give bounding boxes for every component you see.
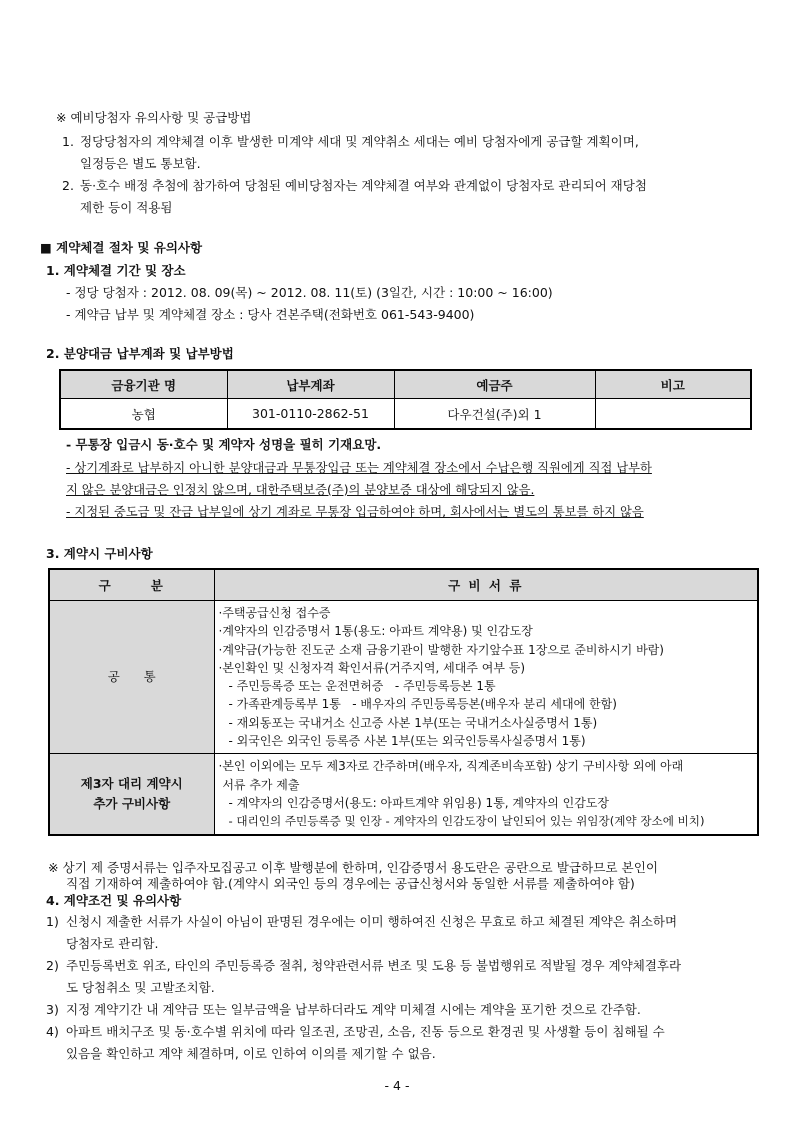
doc-line: 서류 추가 제출 (218, 777, 300, 792)
required-documents-table (48, 568, 759, 836)
header-remarks: 비고 (595, 370, 751, 399)
doc-line: ·주택공급신청 접수증 (218, 606, 331, 620)
cell-remarks (595, 399, 751, 430)
reserve-notice-title: ※ 예비당첨자 유의사항 및 공급방법 (56, 110, 252, 125)
reserve-item-1-num: 1. (62, 134, 74, 149)
proxy-label-line-1: 제3자 대리 계약시 (80, 775, 183, 791)
sub1-title: 1. 계약체결 기간 및 장소 (46, 263, 186, 278)
table-row (49, 754, 758, 835)
doc-subline: - 외국인은 외국인 등록증 사본 1부(또는 외국인등록사실증명서 1통) (228, 734, 586, 749)
cond-item-1-line-1: 신청시 제출한 서류가 사실이 아님이 판명된 경우에는 이미 행하여진 신청은 무효로 하고 체결된 계약은 취소하며 (66, 914, 678, 929)
cell-bank-name: 농협 (60, 399, 227, 430)
cond-item-3-line-1: 지정 계약기간 내 계약금 또는 일부금액을 납부하더라도 계약 미체결 시에는 계약을 포기한 것으로 간주함. (66, 1002, 641, 1017)
doc-line: ·본인 이외에는 모두 제3자로 간주하며(배우자, 직계존비속포함) 상기 구비사항 외에 아래 (218, 759, 684, 774)
doc-subline: - 계약자의 인감증명서(용도: 아파트계약 위임용) 1통, 계약자의 인감도장 (228, 795, 609, 810)
header-documents: 구 비 서 류 (214, 569, 758, 601)
doc-subline: - 재외동포는 국내거소 신고증 사본 1부(또는 국내거소사실증명서 1통) (228, 715, 598, 730)
sub1-line-2: - 계약금 납부 및 계약체결 장소 : 당사 견본주택(전화번호 061-543-9400) (66, 307, 475, 322)
footnote-line-2: 직접 기재하여 제출하여야 함.(계약시 외국인 등의 경우에는 공급신청서와 동일한 서류를 제출하여야 함) (66, 876, 635, 891)
header-category: 구 분 (49, 569, 214, 601)
sub1-line-1: - 정당 당첨자 : 2012. 08. 09(목) ~ 2012. 08. 11(토) (3일간, 시간 : 10:00 ~ 16:00) (66, 285, 553, 300)
cond-item-1-num: 1) (46, 914, 59, 929)
proxy-label-line-2: 추가 구비사항 (93, 795, 171, 811)
page-number: - 4 - (384, 1078, 410, 1093)
underlined-note-2: 지 않은 분양대금은 인정치 않으며, 대한주택보증(주)의 분양보증 대상에 해당되지 않음. (66, 483, 535, 497)
cond-item-1-line-2: 당첨자로 관리함. (66, 936, 159, 951)
cond-item-2-line-2: 도 당첨취소 및 고발조치함. (66, 980, 215, 995)
underlined-note-1: - 상기계좌로 납부하지 아니한 분양대금과 무통장입금 또는 계약체결 장소에서 수납은행 직원에게 직접 납부하 (66, 461, 652, 475)
deposit-bold-note: - 무통장 입금시 동·호수 및 계약자 성명을 필히 기재요망. (66, 437, 382, 452)
table-row (49, 601, 758, 754)
proxy-documents (214, 754, 758, 835)
cond-item-4-line-2: 있음을 확인하고 계약 체결하며, 이로 인하여 이의를 제기할 수 없음. (66, 1046, 436, 1061)
header-bank-name: 금융기관 명 (60, 370, 227, 399)
cond-item-3-num: 3) (46, 1002, 59, 1017)
doc-line: ·본인확인 및 신청자격 확인서류(거주지역, 세대주 여부 등) (218, 660, 525, 675)
header-holder: 예금주 (394, 370, 595, 399)
underlined-note-3: - 지정된 중도금 및 잔금 납부일에 상기 계좌로 무통장 입금하여야 하며, 회사에서는 별도의 통보를 하지 않음 (66, 505, 644, 519)
reserve-item-1-line-1: 정당당첨자의 계약체결 이후 발생한 미계약 세대 및 계약취소 세대는 예비 당첨자에게 공급할 계획이며, (80, 134, 639, 149)
cond-item-4-num: 4) (46, 1024, 59, 1039)
doc-subline: - 가족관계등록부 1통 - 배우자의 주민등록등본(배우자 분리 세대에 한함) (228, 697, 617, 712)
section-heading: ■ 계약체결 절차 및 유의사항 (40, 240, 203, 255)
table-row (60, 399, 751, 430)
common-documents (214, 601, 758, 754)
cell-holder: 다우건설(주)외 1 (394, 399, 595, 430)
reserve-item-1-line-2: 일정등은 별도 통보함. (80, 156, 201, 171)
doc-subline: - 주민등록증 또는 운전면허증 - 주민등록등본 1통 (228, 679, 496, 694)
payment-account-table (59, 369, 752, 430)
reserve-item-2-num: 2. (62, 178, 74, 193)
reserve-item-2-line-2: 제한 등이 적용됨 (80, 200, 173, 215)
category-common: 공 통 (49, 601, 214, 754)
cond-item-2-num: 2) (46, 958, 59, 973)
cond-item-2-line-1: 주민등록번호 위조, 타인의 주민등록증 절취, 청약관련서류 변조 및 도용 등 불법행위로 적발될 경우 계약체결후라 (66, 958, 682, 973)
footnote-line-1: ※ 상기 제 증명서류는 입주자모집공고 이후 발행분에 한하며, 인감증명서 용도란은 공란으로 발급하므로 본인이 (48, 860, 659, 875)
category-proxy (49, 754, 214, 835)
header-account: 납부계좌 (227, 370, 394, 399)
table-header-row (49, 569, 758, 601)
sub2-title: 2. 분양대금 납부계좌 및 납부방법 (46, 346, 234, 361)
doc-subline: - 대리인의 주민등록증 및 인장 - 계약자의 인감도장이 날인되어 있는 위임장(계약 장소에 비치) (228, 814, 705, 829)
table-header-row (60, 370, 751, 399)
sub4-title: 4. 계약조건 및 유의사항 (46, 893, 182, 908)
reserve-item-2-line-1: 동·호수 배정 추첨에 참가하여 당첨된 예비당첨자는 계약체결 여부와 관계없이 당첨자로 관리되어 재당첨 (80, 178, 647, 193)
cell-account: 301-0110-2862-51 (227, 399, 394, 430)
cond-item-4-line-1: 아파트 배치구조 및 동·호수별 위치에 따라 일조권, 조망권, 소음, 진동 등으로 환경권 및 사생활 등이 침해될 수 (66, 1024, 665, 1039)
doc-line: ·계약자의 인감증명서 1통(용도: 아파트 계약용) 및 인감도장 (218, 624, 533, 639)
doc-line: ·계약금(가능한 진도군 소재 금융기관이 발행한 자기앞수표 1장으로 준비하시기 바람) (218, 642, 664, 657)
sub3-title: 3. 계약시 구비사항 (46, 546, 153, 561)
